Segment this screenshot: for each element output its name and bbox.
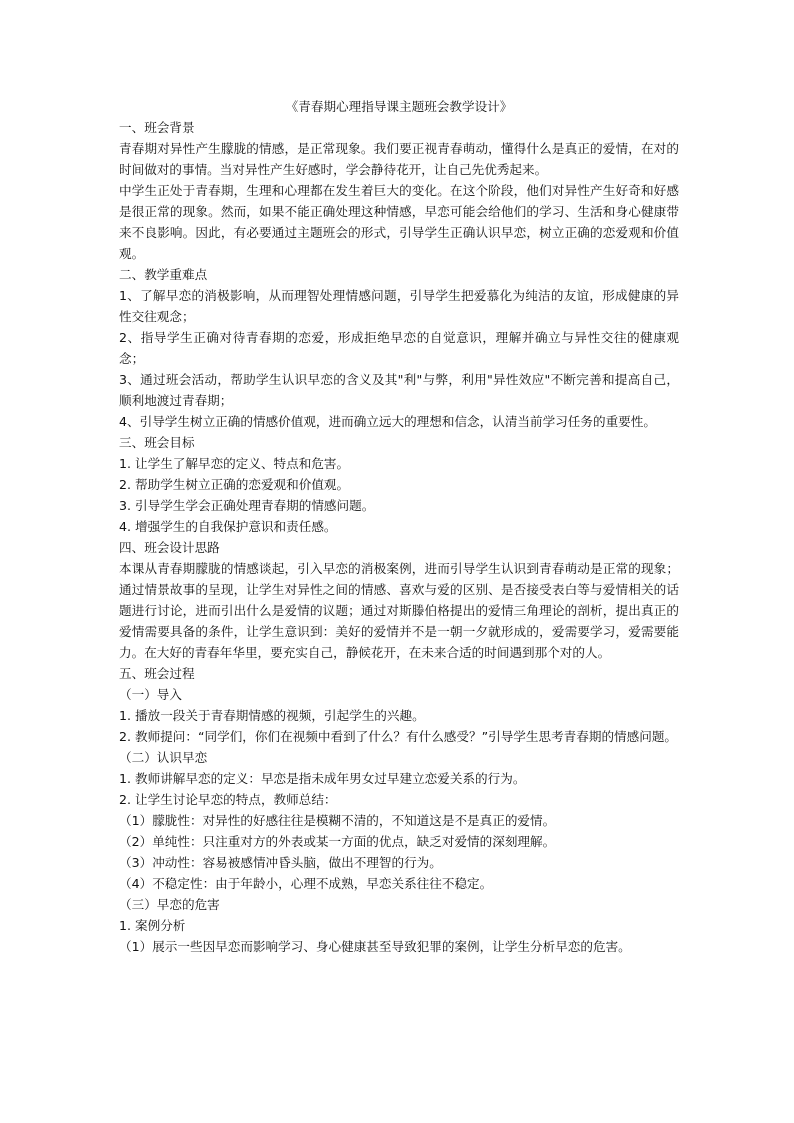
- goal-item: 3. 引导学生学会正确处理青春期的情感问题。: [119, 498, 375, 513]
- subsection-heading-understanding: （二）认识早恋: [119, 750, 208, 765]
- document-page: [119, 96, 679, 957]
- harms-item: 1. 案例分析: [119, 918, 186, 933]
- understanding-item: 1. 教师讲解早恋的定义：早恋是指未成年男女过早建立恋爱关系的行为。: [119, 771, 526, 786]
- section-heading-key-points: 二、教学重难点: [119, 267, 208, 282]
- goal-item: 1. 让学生了解早恋的定义、特点和危害。: [119, 456, 350, 471]
- understanding-item: （4）不稳定性：由于年龄小，心理不成熟，早恋关系往往不稳定。: [119, 876, 493, 891]
- subsection-heading-intro: （一）导入: [119, 687, 182, 702]
- key-point-item: 1、了解早恋的消极影响，从而理智处理情感问题，引导学生把爱慕化为纯洁的友谊，形成健康的异性交往观念；: [119, 288, 679, 324]
- understanding-item: 2. 让学生讨论早恋的特点，教师总结：: [119, 792, 337, 807]
- key-point-item: 4、引导学生树立正确的情感价值观，进而确立远大的理想和信念，认清当前学习任务的重要性。: [119, 414, 656, 429]
- key-point-item: 3、通过班会活动，帮助学生认识早恋的含义及其"利"与弊，利用"异性效应"不断完善和提高自己，顺利地渡过青春期；: [119, 372, 679, 408]
- understanding-item: （2）单纯性：只注重对方的外表或某一方面的优点，缺乏对爱情的深刻理解。: [119, 834, 556, 849]
- background-paragraph-2: 中学生正处于青春期，生理和心理都在发生着巨大的变化。在这个阶段，他们对异性产生好奇和好感是很正常的现象。然而，如果不能正确处理这种情感，早恋可能会给他们的学习、生活和身心健康带来不良影响。因此，有必要通过主题班会的形式，引导学生正确认识早恋，树立正确的恋爱观和价值观。: [119, 183, 679, 261]
- intro-item: 2. 教师提问：“同学们，你们在视频中看到了什么？有什么感受？”引导学生思考青春期的情感问题。: [119, 729, 678, 744]
- goal-item: 4. 增强学生的自我保护意识和责任感。: [119, 519, 337, 534]
- design-paragraph: 本课从青春期朦胧的情感谈起，引入早恋的消极案例，进而引导学生认识到青春萌动是正常的现象；通过情景故事的呈现，让学生对异性之间的情感、喜欢与爱的区别、是否接受表白等与爱情相关的话题进行讨论，进而引出什么是爱情的议题；通过对斯滕伯格提出的爱情三角理论的剖析，提出真正的爱情需要具备的条件，让学生意识到：美好的爱情并不是一朝一夕就形成的，爱需要学习，爱需要能力。在大好的青春年华里，要充实自己，静候花开，在未来合适的时间遇到那个对的人。: [119, 561, 679, 660]
- understanding-item: （3）冲动性：容易被感情冲昏头脑，做出不理智的行为。: [119, 855, 442, 870]
- document-title: 《青春期心理指导课主题班会教学设计》: [285, 99, 513, 114]
- background-paragraph-1: 青春期对异性产生朦胧的情感，是正常现象。我们要正视青春萌动，懂得什么是真正的爱情，在对的时间做对的事情。当对异性产生好感时，学会静待花开，让自己先优秀起来。: [119, 141, 679, 177]
- goal-item: 2. 帮助学生树立正确的恋爱观和价值观。: [119, 477, 350, 492]
- subsection-heading-harms: （三）早恋的危害: [119, 897, 220, 912]
- section-heading-background: 一、班会背景: [119, 120, 195, 135]
- section-heading-design: 四、班会设计思路: [119, 540, 220, 555]
- section-heading-goals: 三、班会目标: [119, 435, 195, 450]
- section-heading-process: 五、班会过程: [119, 666, 195, 681]
- intro-item: 1. 播放一段关于青春期情感的视频，引起学生的兴趣。: [119, 708, 425, 723]
- understanding-item: （1）朦胧性：对异性的好感往往是模糊不清的，不知道这是不是真正的爱情。: [119, 813, 556, 828]
- key-point-item: 2、指导学生正确对待青春期的恋爱，形成拒绝早恋的自觉意识，理解并确立与异性交往的健康观念；: [119, 330, 679, 366]
- harms-item: （1）展示一些因早恋而影响学习、身心健康甚至导致犯罪的案例，让学生分析早恋的危害。: [119, 939, 631, 954]
